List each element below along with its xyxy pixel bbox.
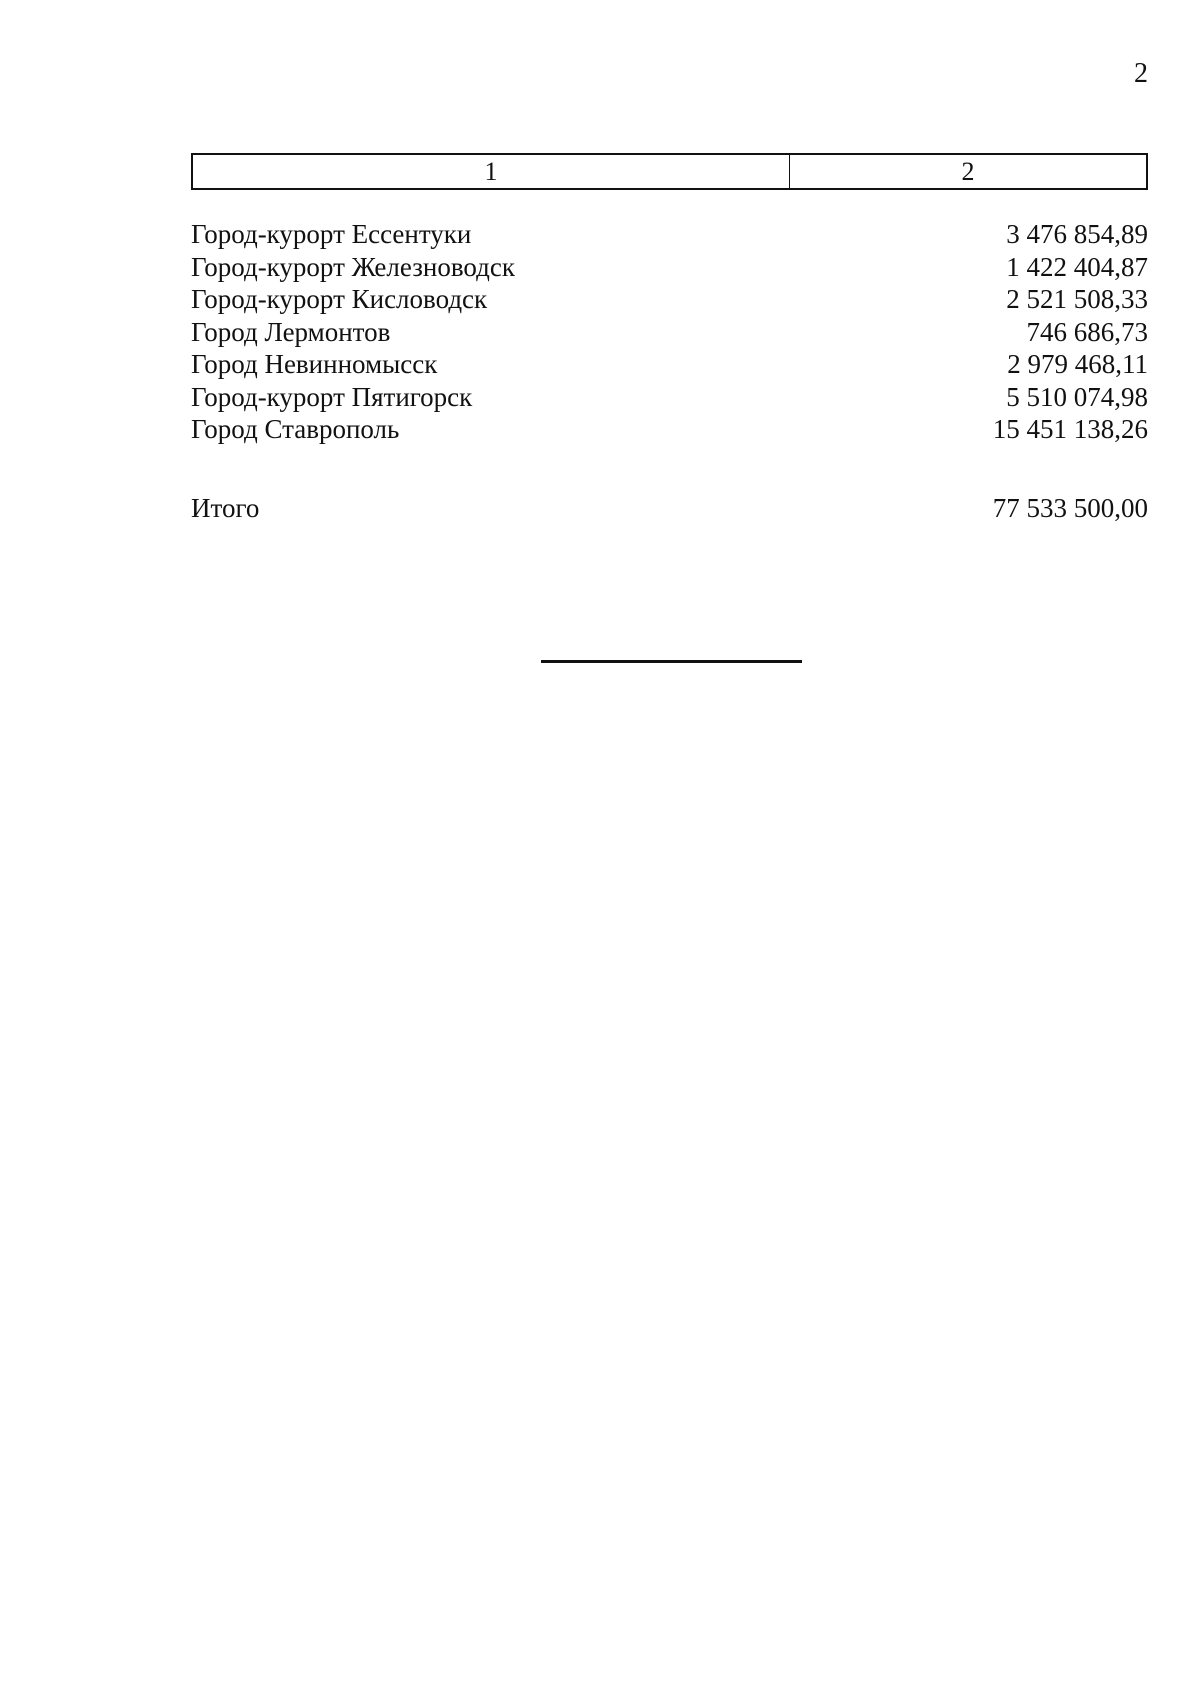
municipality-name: Город Лермонтов	[191, 316, 391, 347]
municipality-amount: 1 422 404,87	[1006, 251, 1148, 282]
total-row	[191, 492, 1148, 524]
column-header-1: 1	[193, 155, 790, 188]
municipality-amount: 746 686,73	[1026, 316, 1148, 347]
list-item	[191, 218, 1148, 251]
end-divider	[541, 660, 802, 663]
list-item	[191, 348, 1148, 381]
municipality-name: Город-курорт Пятигорск	[191, 381, 473, 412]
municipality-amount: 15 451 138,26	[992, 414, 1148, 444]
municipality-amount: 3 476 854,89	[1006, 219, 1148, 249]
municipality-name: Город-курорт Ессентуки	[191, 219, 472, 249]
list-item	[191, 316, 1148, 349]
total-label: Итого	[191, 493, 260, 523]
total-amount: 77 533 500,00	[992, 493, 1148, 523]
municipality-name: Город-курорт Кисловодск	[191, 284, 488, 314]
municipality-name: Город Ставрополь	[191, 414, 400, 444]
list-item	[191, 381, 1148, 414]
municipality-name: Город Невинномысск	[191, 349, 438, 379]
list-item	[191, 283, 1148, 316]
column-header-2: 2	[961, 156, 975, 186]
municipality-amount: 2 979 468,11	[1007, 349, 1148, 379]
municipality-name: Город-курорт Железноводск	[191, 251, 515, 282]
page-number: 2	[1134, 58, 1148, 89]
municipality-list	[191, 218, 1148, 446]
column-header-table	[191, 153, 1148, 190]
municipality-amount: 2 521 508,33	[1006, 284, 1148, 314]
list-item	[191, 251, 1148, 284]
list-item	[191, 413, 1148, 446]
municipality-amount: 5 510 074,98	[1006, 381, 1148, 412]
